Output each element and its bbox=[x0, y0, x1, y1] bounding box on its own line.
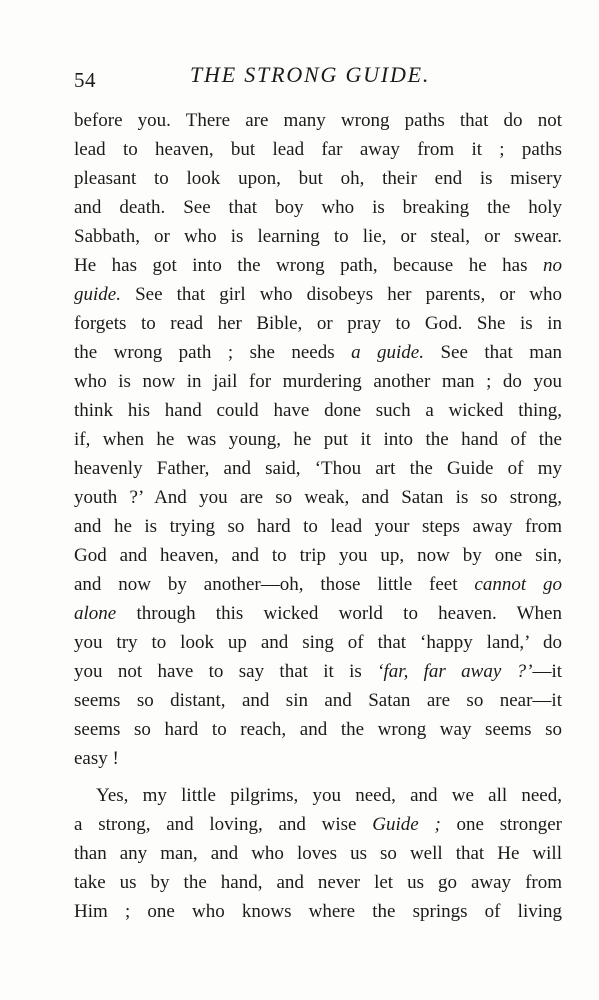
italic-text: a guide. bbox=[351, 342, 424, 363]
text-line: than any man, and who loves us so well that He will bbox=[74, 843, 562, 864]
body-text bbox=[74, 106, 562, 926]
text-line: lead to heaven, but lead far away from it ; paths bbox=[74, 139, 562, 160]
text-line: you not have to say that it is ‘far, far away ?’—it bbox=[74, 661, 562, 682]
text-line: youth ?’ And you are so weak, and Satan is so strong, bbox=[74, 487, 562, 508]
text-line: who is now in jail for murdering another man ; do you bbox=[74, 371, 562, 392]
text-line: think his hand could have done such a wicked thing, bbox=[74, 400, 562, 421]
text-line: easy ! bbox=[74, 748, 119, 769]
text-line: the wrong path ; she needs a guide. See that man bbox=[74, 342, 562, 363]
text-line: and he is trying so hard to lead your steps away from bbox=[74, 516, 562, 537]
italic-text: alone bbox=[74, 603, 117, 624]
italic-text: guide. bbox=[74, 284, 121, 305]
text-line: alone through this wicked world to heaven. When bbox=[74, 603, 562, 624]
text-line: heavenly Father, and said, ‘Thou art the Guide of my bbox=[74, 458, 562, 479]
text-line: take us by the hand, and never let us go away from bbox=[74, 872, 562, 893]
text-line: God and heaven, and to trip you up, now by one sin, bbox=[74, 545, 562, 566]
text-line: you try to look up and sing of that ‘happy land,’ do bbox=[74, 632, 562, 653]
text-line: Sabbath, or who is learning to lie, or steal, or swear. bbox=[74, 226, 562, 247]
text-line: forgets to read her Bible, or pray to God. She is in bbox=[74, 313, 562, 334]
text-line: Yes, my little pilgrims, you need, and we all need, bbox=[96, 785, 562, 806]
italic-text: no bbox=[543, 255, 562, 276]
text-line: He has got into the wrong path, because he has no bbox=[74, 255, 562, 276]
text-line: before you. There are many wrong paths that do not bbox=[74, 110, 562, 131]
text-line: a strong, and loving, and wise Guide ; one stronger bbox=[74, 814, 562, 835]
text-line: Him ; one who knows where the springs of living bbox=[74, 901, 562, 922]
text-line: seems so hard to reach, and the wrong way seems so bbox=[74, 719, 562, 740]
text-line: and now by another—oh, those little feet cannot go bbox=[74, 574, 562, 595]
text-line: guide. See that girl who disobeys her parents, or who bbox=[74, 284, 562, 305]
page-number: 54 bbox=[74, 68, 96, 92]
text-line: pleasant to look upon, but oh, their end is misery bbox=[74, 168, 562, 189]
page-header bbox=[74, 62, 562, 92]
running-head: THE STRONG GUIDE. bbox=[190, 62, 431, 87]
italic-text: Guide ; bbox=[372, 814, 441, 835]
italic-text: ‘far, far away ?’ bbox=[377, 661, 533, 682]
italic-text: cannot go bbox=[474, 574, 562, 595]
text-line: if, when he was young, he put it into the hand of the bbox=[74, 429, 562, 450]
text-line: and death. See that boy who is breaking the holy bbox=[74, 197, 562, 218]
text-line: seems so distant, and sin and Satan are so near—it bbox=[74, 690, 562, 711]
